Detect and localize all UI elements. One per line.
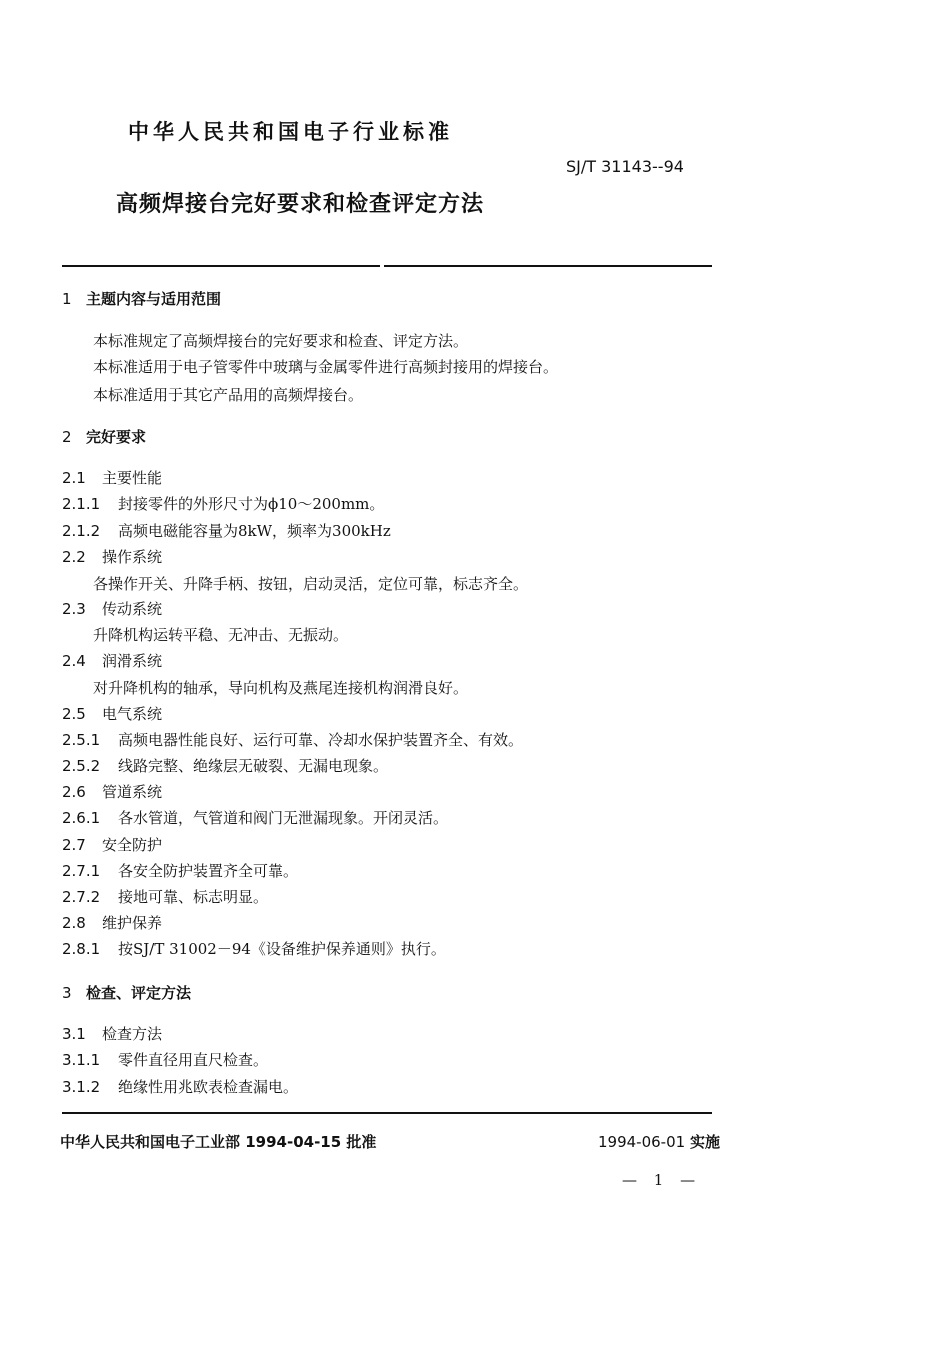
top-rule-right: [384, 265, 712, 267]
clause-text: 高频电磁能容量为8kW，频率为300kHz: [118, 522, 391, 540]
clause-text: 安全防护: [102, 836, 163, 854]
clause-2-6: [62, 781, 162, 802]
scope-paragraph: 本标准适用于电子管零件中玻璃与金属零件进行高频封接用的焊接台。: [93, 358, 559, 376]
clause-number: 2.8: [62, 914, 86, 932]
clause-2-7-1: [62, 860, 298, 881]
clause-number: 2.6.1: [62, 809, 101, 827]
section-heading-2: [62, 426, 146, 447]
clause-text: 管道系统: [102, 783, 163, 801]
implementation-label: 实施: [689, 1133, 720, 1151]
clause-text: 按SJ/T 31002－94《设备维护保养通则》执行。: [118, 940, 446, 958]
section-heading-1: [62, 288, 221, 309]
section-number: 2: [62, 428, 72, 446]
clause-2-1-2: [62, 520, 391, 541]
issuing-standard-header: 中华人民共和国电子行业标准: [128, 120, 453, 144]
clause-number: 2.5.1: [62, 731, 101, 749]
clause-2-5-1: [62, 729, 523, 750]
page-number: — 1 —: [622, 1171, 702, 1189]
section-title: 主题内容与适用范围: [86, 290, 222, 308]
clause-text: 检查方法: [102, 1025, 163, 1043]
clause-text: 封接零件的外形尺寸为ϕ10～200mm。: [118, 495, 385, 513]
implementation-date: 1994-06-01: [598, 1133, 686, 1151]
clause-number: 2.5: [62, 705, 86, 723]
clause-2-8-1: [62, 938, 446, 959]
clause-2-2: [62, 546, 162, 567]
clause-text: 传动系统: [102, 600, 163, 618]
standard-code: SJ/T 31143--94: [566, 157, 684, 176]
clause-2-3: [62, 598, 162, 619]
clause-2-5-2: [62, 755, 388, 776]
scope-paragraph: 本标准适用于其它产品用的高频焊接台。: [93, 386, 364, 404]
clause-text: 线路完整、绝缘层无破裂、无漏电现象。: [118, 757, 389, 775]
section-number: 1: [62, 290, 72, 308]
clause-number: 2.1.2: [62, 522, 101, 540]
section-title: 检查、评定方法: [86, 984, 192, 1002]
clause-number: 2.1: [62, 469, 86, 487]
top-rule-left: [62, 265, 380, 267]
clause-2-5: [62, 703, 162, 724]
clause-text: 高频电器性能良好、运行可靠、冷却水保护装置齐全、有效。: [118, 731, 524, 749]
clause-text: 零件直径用直尺检查。: [118, 1051, 269, 1069]
section-title: 完好要求: [86, 428, 147, 446]
clause-number: 3.1.2: [62, 1078, 101, 1096]
clause-number: 2.3: [62, 600, 86, 618]
implementation-note: [598, 1131, 720, 1152]
clause-number: 2.5.2: [62, 757, 101, 775]
clause-3-1-2: [62, 1076, 298, 1097]
scope-paragraph: 本标准规定了高频焊接台的完好要求和检查、评定方法。: [93, 332, 469, 350]
clause-text: 各水管道，气管道和阀门无泄漏现象。开闭灵活。: [118, 809, 449, 827]
clause-text: 操作系统: [102, 548, 163, 566]
clause-2-7-2: [62, 886, 268, 907]
clause-number: 3.1: [62, 1025, 86, 1043]
clause-text: 维护保养: [102, 914, 163, 932]
clause-number: 2.6: [62, 783, 86, 801]
clause-number: 2.4: [62, 652, 86, 670]
clause-text: 主要性能: [102, 469, 163, 487]
clause-number: 2.2: [62, 548, 86, 566]
clause-body: 各操作开关、升降手柄、按钮，启动灵活，定位可靠，标志齐全。: [93, 575, 529, 593]
clause-number: 2.7: [62, 836, 86, 854]
section-number: 3: [62, 984, 72, 1002]
footer-rule: [62, 1112, 712, 1114]
clause-number: 2.7.2: [62, 888, 101, 906]
clause-text: 绝缘性用兆欧表检查漏电。: [118, 1078, 299, 1096]
clause-2-4: [62, 650, 162, 671]
approval-note: 中华人民共和国电子工业部 1994-04-15 批准: [60, 1133, 377, 1151]
clause-body: 升降机构运转平稳、无冲击、无振动。: [93, 626, 349, 644]
clause-2-6-1: [62, 807, 448, 828]
clause-2-7: [62, 834, 162, 855]
clause-2-1: [62, 467, 162, 488]
clause-number: 2.7.1: [62, 862, 101, 880]
clause-2-1-1: [62, 493, 384, 514]
clause-text: 接地可靠、标志明显。: [118, 888, 269, 906]
clause-number: 2.8.1: [62, 940, 101, 958]
clause-number: 3.1.1: [62, 1051, 101, 1069]
clause-text: 各安全防护装置齐全可靠。: [118, 862, 299, 880]
clause-3-1: [62, 1023, 162, 1044]
clause-number: 2.1.1: [62, 495, 101, 513]
clause-text: 润滑系统: [102, 652, 163, 670]
section-heading-3: [62, 982, 191, 1003]
clause-body: 对升降机构的轴承，导向机构及燕尾连接机构润滑良好。: [93, 679, 469, 697]
clause-2-8: [62, 912, 162, 933]
clause-text: 电气系统: [102, 705, 163, 723]
document-title: 高频焊接台完好要求和检查评定方法: [116, 192, 485, 217]
clause-3-1-1: [62, 1049, 268, 1070]
